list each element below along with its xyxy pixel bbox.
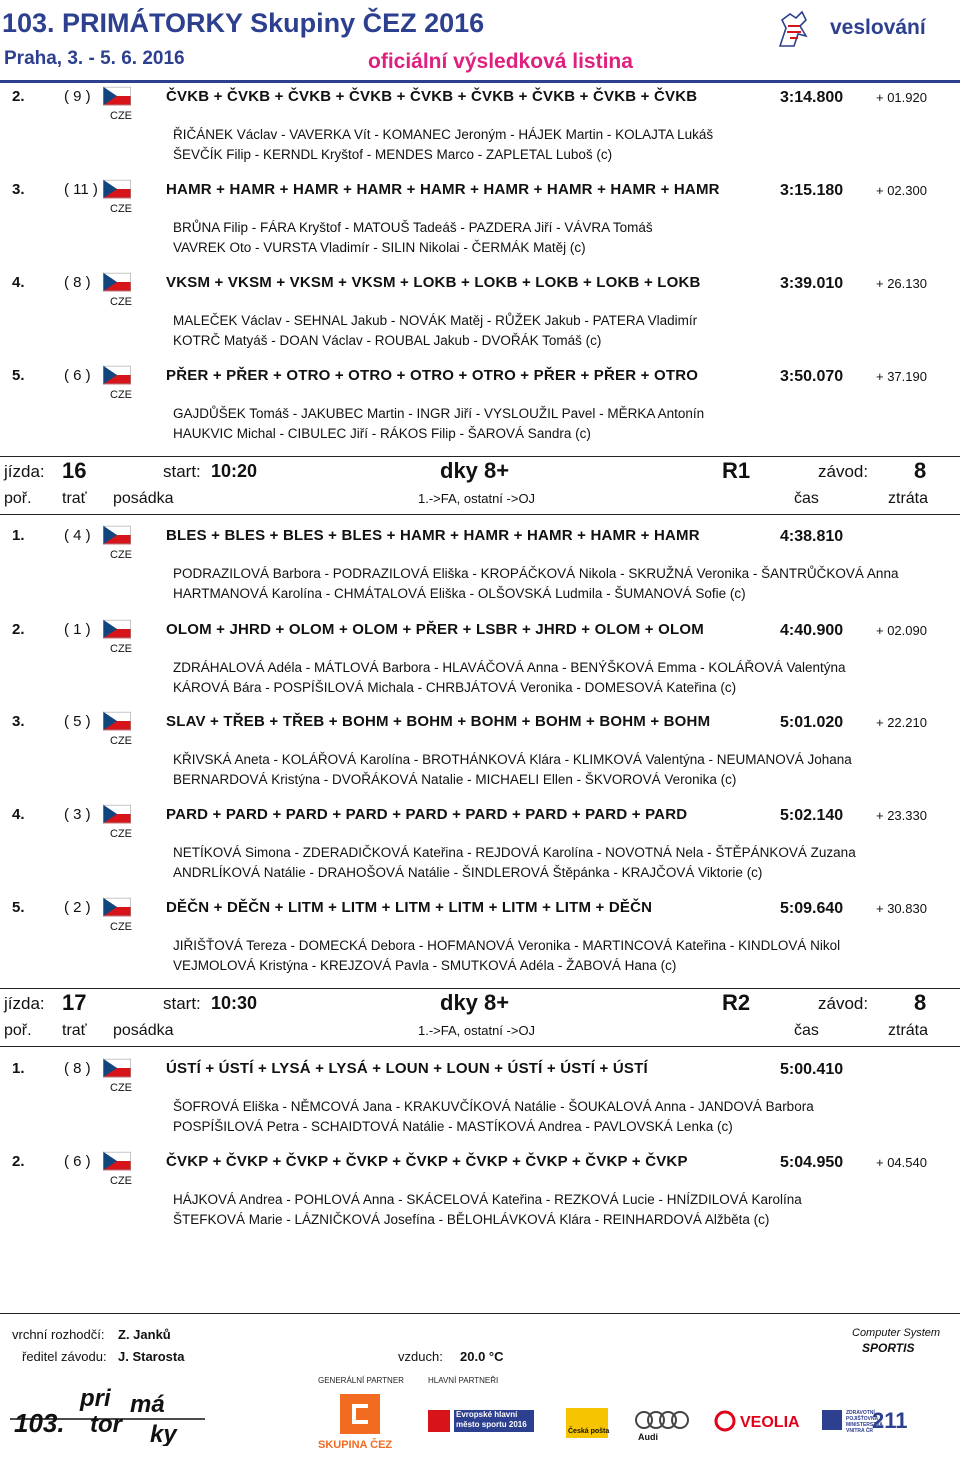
zpmv-logo-icon: [822, 1410, 842, 1430]
column-header-time: čas: [794, 490, 819, 507]
crew-names-line: KOTRČ Matyáš - DOAN Václav - ROUBAL Jakub - DVOŘÁK Tomáš (c): [173, 333, 602, 348]
column-header-crew: posádka: [113, 490, 174, 507]
country-code: CZE: [110, 549, 132, 561]
race-separator-rule: [0, 456, 960, 457]
svg-text:103.: 103.: [14, 1408, 65, 1438]
result-lane: ( 9 ): [64, 88, 91, 105]
result-place: 1.: [12, 527, 25, 544]
crew-names-line: POSPÍŠILOVÁ Petra - SCHAIDTOVÁ Natálie - MASTÍKOVÁ Andrea - PAVLOVSKÁ Lenka (c): [173, 1119, 733, 1134]
header-rule: [0, 80, 960, 83]
event-date: Praha, 3. - 5. 6. 2016: [4, 48, 185, 69]
race-number-label: jízda:: [4, 462, 45, 481]
document-subtitle: oficiální výsledková listina: [368, 50, 633, 73]
crew-names-line: VEJMOLOVÁ Kristýna - KREJZOVÁ Pavla - SMUTKOVÁ Adéla - ŽABOVÁ Hana (c): [173, 958, 677, 973]
director-name: J. Starosta: [118, 1349, 185, 1364]
race-round: R2: [722, 990, 751, 1015]
crew-clubs: ČVKP + ČVKP + ČVKP + ČVKP + ČVKP + ČVKP + ČVKP + ČVKP + ČVKP: [166, 1153, 688, 1170]
boat-category: dky 8+: [440, 990, 510, 1015]
crew-names-line: ŠTEFKOVÁ Marie - LÁZNIČKOVÁ Josefína - BĚLOHLÁVKOVÁ Klára - REINHARDOVÁ Alžběta (c): [173, 1212, 770, 1227]
result-lane: ( 6 ): [64, 367, 91, 384]
air-temp-label: vzduch:: [398, 1349, 443, 1364]
country-code: CZE: [110, 921, 132, 933]
race-number: 16: [62, 458, 87, 483]
result-place: 4.: [12, 274, 25, 291]
result-place: 3.: [12, 713, 25, 730]
result-lane: ( 8 ): [64, 274, 91, 291]
sportis-logo: SPORTIS: [862, 1341, 915, 1355]
czech-flag-icon: [103, 272, 131, 292]
crew-names-line: BRŮNA Filip - FÁRA Kryštof - MATOUŠ Tadeáš - PAZDERA Jiří - VÁVRA Tomáš: [173, 220, 653, 235]
country-code: CZE: [110, 203, 132, 215]
result-place: 5.: [12, 899, 25, 916]
referee-name: Z. Janků: [118, 1327, 171, 1342]
audi-logo: Audi: [638, 1432, 658, 1442]
result-place: 2.: [12, 1153, 25, 1170]
column-header-place: poř.: [4, 1022, 32, 1039]
start-time: 10:20: [211, 461, 258, 481]
ceska-posta-logo: Česká pošta: [568, 1428, 610, 1435]
main-partners-label: HLAVNÍ PARTNEŘI: [428, 1376, 499, 1385]
crew-names-line: ŠEVČÍK Filip - KERNDL Kryštof - MENDES Marco - ZAPLETAL Luboš (c): [173, 147, 613, 162]
column-header-place: poř.: [4, 490, 32, 507]
skupina-cez-logo: SKUPINA ČEZ: [318, 1439, 393, 1451]
result-place: 1.: [12, 1060, 25, 1077]
crew-clubs: ÚSTÍ + ÚSTÍ + LYSÁ + LYSÁ + LOUN + LOUN + ÚSTÍ + ÚSTÍ + ÚSTÍ: [166, 1060, 648, 1077]
result-lane: ( 2 ): [64, 899, 91, 916]
result-lane: ( 4 ): [64, 527, 91, 544]
result-diff: + 22.210: [876, 715, 927, 730]
result-time: 4:40.900: [780, 622, 844, 639]
crew-names-line: HÁJKOVÁ Andrea - POHLOVÁ Anna - SKÁCELOVÁ Kateřina - REZKOVÁ Lucie - HNÍZDILOVÁ Karolína: [173, 1192, 802, 1207]
crew-names-line: VAVREK Oto - VURSTA Vladimír - SILIN Nikolai - ČERMÁK Matěj (c): [173, 240, 586, 255]
computer-system-label: Computer System: [852, 1327, 941, 1339]
result-diff: + 26.130: [876, 276, 927, 291]
czech-lion-logo-icon: [770, 6, 818, 54]
race-round: R1: [722, 458, 751, 483]
footer-rule: [0, 1313, 960, 1314]
primatorky-logo-icon: [10, 1382, 210, 1446]
race-number: 17: [62, 990, 87, 1015]
result-diff: + 37.190: [876, 369, 927, 384]
crew-names-line: KŘIVSKÁ Aneta - KOLÁŘOVÁ Karolína - BROTHÁNKOVÁ Klára - KLIMKOVÁ Valentýna - NEUMANOVÁ Johana: [173, 752, 852, 767]
country-code: CZE: [110, 296, 132, 308]
result-place: 2.: [12, 621, 25, 638]
result-diff: + 04.540: [876, 1155, 927, 1170]
start-time-label: start:: [163, 994, 201, 1013]
country-code: CZE: [110, 643, 132, 655]
crew-clubs: HAMR + HAMR + HAMR + HAMR + HAMR + HAMR + HAMR + HAMR + HAMR: [166, 181, 720, 198]
page-title: 103. PRIMÁTORKY Skupiny ČEZ 2016: [2, 8, 485, 38]
crew-clubs: BLES + BLES + BLES + BLES + HAMR + HAMR + HAMR + HAMR + HAMR: [166, 527, 700, 544]
crew-clubs: SLAV + TŘEB + TŘEB + BOHM + BOHM + BOHM + BOHM + BOHM + BOHM: [166, 713, 711, 730]
result-place: 2.: [12, 88, 25, 105]
result-time: 3:15.180: [780, 182, 844, 199]
result-place: 5.: [12, 367, 25, 384]
start-time: 10:30: [211, 993, 258, 1013]
crew-clubs: DĚČN + DĚČN + LITM + LITM + LITM + LITM + LITM + LITM + DĚČN: [166, 899, 653, 916]
result-time: 5:00.410: [780, 1061, 844, 1078]
veolia-logo: VEOLIA: [740, 1414, 800, 1431]
czech-flag-icon: [103, 804, 131, 824]
crew-names-line: ŘIČÁNEK Václav - VAVERKA Vít - KOMANEC Jeroným - HÁJEK Martin - KOLAJTA Lukáš: [173, 127, 714, 142]
column-header-crew: posádka: [113, 1022, 174, 1039]
country-code: CZE: [110, 735, 132, 747]
result-place: 4.: [12, 806, 25, 823]
result-time: 3:39.010: [780, 275, 844, 292]
result-lane: ( 1 ): [64, 621, 91, 638]
crew-names-line: GAJDŮŠEK Tomáš - JAKUBEC Martin - INGR Jiří - VYSLOUŽIL Pavel - MĚRKA Antonín: [173, 406, 705, 421]
result-time: 4:38.810: [780, 528, 844, 545]
crew-names-line: NETÍKOVÁ Simona - ZDERADIČKOVÁ Kateřina - REJDOVÁ Karolína - NOVOTNÁ Nela - ŠTĚPÁNKOVÁ Zuzana: [173, 845, 856, 860]
result-time: 3:50.070: [780, 368, 844, 385]
czech-flag-icon: [103, 897, 131, 917]
praha-logo-icon: [428, 1410, 450, 1432]
crew-names-line: HAUKVIC Michal - CIBULEC Jiří - RÁKOS Filip - ŠAROVÁ Sandra (c): [173, 426, 591, 441]
crew-clubs: PŘER + PŘER + OTRO + OTRO + OTRO + OTRO + PŘER + PŘER + OTRO: [166, 367, 699, 384]
director-label: ředitel závodu:: [22, 1349, 107, 1364]
veolia-logo-icon: [714, 1410, 736, 1432]
cez-logo-mark-icon: [352, 1404, 368, 1424]
country-code: CZE: [110, 110, 132, 122]
table-header-rule: [0, 1046, 960, 1047]
result-time: 5:02.140: [780, 807, 844, 824]
table-header-rule: [0, 514, 960, 515]
column-header-diff: ztráta: [888, 490, 929, 507]
result-time: 5:09.640: [780, 900, 844, 917]
country-code: CZE: [110, 1175, 132, 1187]
progression-rule: 1.->FA, ostatní ->OJ: [418, 1023, 536, 1038]
general-partner-label: GENERÁLNÍ PARTNER: [318, 1376, 404, 1385]
crew-clubs: VKSM + VKSM + VKSM + VKSM + LOKB + LOKB + LOKB + LOKB + LOKB: [166, 274, 701, 291]
svg-text:ky: ky: [150, 1421, 177, 1446]
crew-names-line: MALEČEK Václav - SEHNAL Jakub - NOVÁK Matěj - RŮŽEK Jakub - PATERA Vladimír: [173, 313, 698, 328]
crew-names-line: BERNARDOVÁ Kristýna - DVOŘÁKOVÁ Natalie - MICHAELI Ellen - ŠKVOROVÁ Veronika (c): [173, 772, 737, 787]
svg-text:má: má: [130, 1391, 165, 1418]
crew-names-line: HARTMANOVÁ Karolína - CHMÁTALOVÁ Eliška - OLŠOVSKÁ Ludmila - ŠUMANOVÁ Sofie (c): [173, 586, 746, 601]
result-time: 5:04.950: [780, 1154, 844, 1171]
czech-flag-icon: [103, 179, 131, 199]
result-lane: ( 3 ): [64, 806, 91, 823]
result-diff: + 01.920: [876, 90, 927, 105]
result-place: 3.: [12, 181, 25, 198]
czech-flag-icon: [103, 365, 131, 385]
result-diff: + 30.830: [876, 901, 927, 916]
zpmv-logo-number: 211: [872, 1408, 908, 1433]
result-diff: + 23.330: [876, 808, 927, 823]
result-time: 3:14.800: [780, 89, 844, 106]
zpmv-logo: ZDRAVOTNÍ POJIŠŤOVNA MINISTERSTVA VNITRA ČR: [846, 1410, 883, 1434]
crew-names-line: JIŘIŠŤOVÁ Tereza - DOMECKÁ Debora - HOFMANOVÁ Veronika - MARTINCOVÁ Kateřina - KINDLOVÁ Nikol: [173, 938, 841, 953]
crew-names-line: ZDRÁHALOVÁ Adéla - MÁTLOVÁ Barbora - HLAVÁČOVÁ Anna - BENÝŠKOVÁ Emma - KOLÁŘOVÁ Valentýna: [173, 660, 846, 675]
column-header-lane: trať: [62, 1022, 87, 1039]
result-lane: ( 11 ): [64, 181, 98, 198]
svg-text:pri: pri: [80, 1385, 111, 1412]
column-header-diff: ztráta: [888, 1022, 929, 1039]
czech-flag-icon: [103, 711, 131, 731]
crew-clubs: OLOM + JHRD + OLOM + OLOM + PŘER + LSBR + JHRD + OLOM + OLOM: [166, 621, 704, 638]
czech-flag-icon: [103, 525, 131, 545]
result-time: 5:01.020: [780, 714, 844, 731]
czech-flag-icon: [103, 1058, 131, 1078]
country-code: CZE: [110, 828, 132, 840]
crew-names-line: PODRAZILOVÁ Barbora - PODRAZILOVÁ Eliška - KROPÁČKOVÁ Nikola - SKRUŽNÁ Veronika - ŠANTRŮČKOVÁ Anna: [173, 566, 899, 581]
crew-names-line: KÁROVÁ Bára - POSPÍŠILOVÁ Michala - CHRBJÁTOVÁ Veronika - DOMESOVÁ Kateřina (c): [173, 680, 737, 695]
event-number: 8: [914, 990, 927, 1015]
start-time-label: start:: [163, 462, 201, 481]
czech-flag-icon: [103, 86, 131, 106]
column-header-lane: trať: [62, 490, 87, 507]
country-code: CZE: [110, 1082, 132, 1094]
sport-label: veslování: [830, 16, 926, 39]
audi-rings-icon: [634, 1410, 692, 1430]
race-number-label: jízda:: [4, 994, 45, 1013]
crew-names-line: ŠOFROVÁ Eliška - NĚMCOVÁ Jana - KRAKUVČÍKOVÁ Natálie - ŠOUKALOVÁ Anna - JANDOVÁ Barbora: [173, 1099, 814, 1114]
result-diff: + 02.300: [876, 183, 927, 198]
event-number-label: závod:: [818, 994, 869, 1013]
crew-clubs: ČVKB + ČVKB + ČVKB + ČVKB + ČVKB + ČVKB + ČVKB + ČVKB + ČVKB: [166, 88, 698, 105]
event-number-label: závod:: [818, 462, 869, 481]
column-header-time: čas: [794, 1022, 819, 1039]
crew-names-line: ANDRLÍKOVÁ Natálie - DRAHOŠOVÁ Natálie - ŠINDLEROVÁ Štěpánka - KRAJČOVÁ Viktorie (c): [173, 865, 763, 880]
referee-label: vrchní rozhodčí:: [12, 1327, 105, 1342]
event-number: 8: [914, 458, 927, 483]
result-diff: + 02.090: [876, 623, 927, 638]
svg-text:tor: tor: [90, 1411, 122, 1438]
air-temp-value: 20.0 °C: [460, 1349, 504, 1364]
european-sport-capital-text: Evropské hlavní město sportu 2016: [456, 1410, 527, 1429]
crew-clubs: PARD + PARD + PARD + PARD + PARD + PARD + PARD + PARD + PARD: [166, 806, 688, 823]
czech-flag-icon: [103, 1151, 131, 1171]
result-lane: ( 8 ): [64, 1060, 91, 1077]
progression-rule: 1.->FA, ostatní ->OJ: [418, 491, 536, 506]
czech-flag-icon: [103, 619, 131, 639]
result-lane: ( 6 ): [64, 1153, 91, 1170]
boat-category: dky 8+: [440, 458, 510, 483]
result-lane: ( 5 ): [64, 713, 91, 730]
country-code: CZE: [110, 389, 132, 401]
race-separator-rule: [0, 988, 960, 989]
